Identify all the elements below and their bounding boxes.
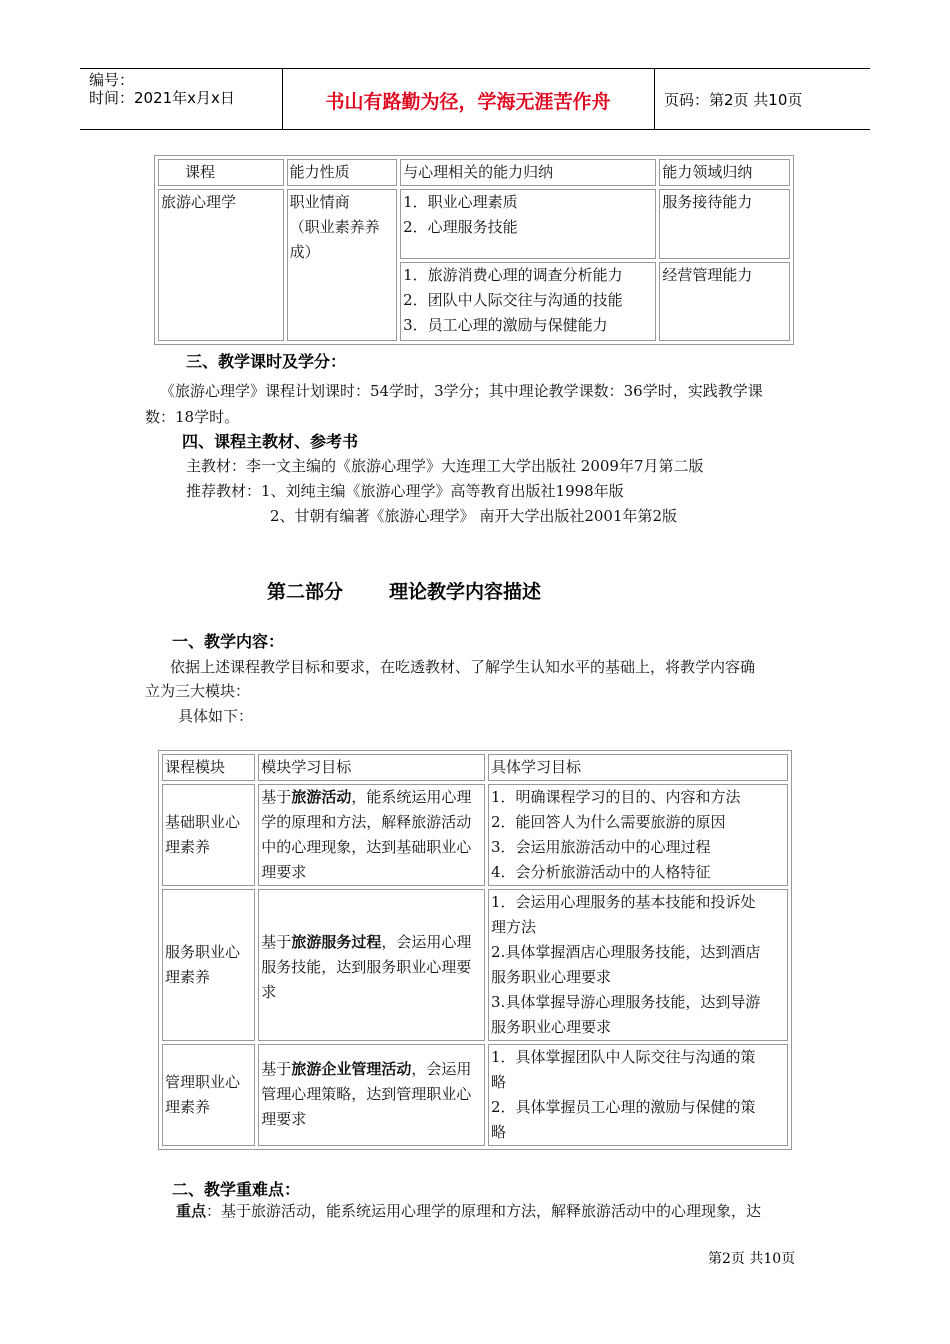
list-item: 2．能回答人为什么需要旅游的原因 [491, 813, 726, 831]
part-title-number: 第二部分 [267, 581, 344, 603]
goal-prefix: 基于 [261, 788, 292, 806]
course-cell: 旅游心理学 [158, 189, 284, 341]
goal-keyword: 旅游服务过程 [291, 933, 382, 951]
hours-text: 《旅游心理学》课程计划课时：54学时，3学分；其中理论教学课数：36学时，实践教学课 [160, 382, 763, 400]
hours-text: 数：18学时。 [145, 408, 240, 426]
nature-line: （职业素养养 [289, 218, 380, 236]
section-title-textbooks: 四、课程主教材、参考书 [182, 432, 359, 451]
header-cell: 能力性质 [287, 159, 398, 186]
module-line: 服务职业心 [165, 943, 241, 961]
module-goal-cell [258, 784, 485, 886]
module-table [158, 750, 792, 1150]
detail-goal-cell [488, 784, 788, 886]
header-cell: 具体学习目标 [488, 754, 788, 781]
list-item: 理方法 [491, 918, 537, 936]
header-cell: 课程 [158, 159, 284, 186]
section-title-content: 一、教学内容： [172, 632, 285, 651]
list-item: 1．职业心理素质 [403, 193, 518, 211]
ability-group-cell [400, 189, 656, 259]
list-item: 3.具体掌握导游心理服务技能，达到导游 [491, 993, 761, 1011]
module-cell [162, 889, 255, 1041]
list-item: 1．会运用心理服务的基本技能和投诉处 [491, 893, 756, 911]
recommended-textbook: 2、甘朝有编著《旅游心理学》 南开大学出版社2001年第2版 [270, 507, 678, 525]
list-item: 3．会运用旅游活动中的心理过程 [491, 838, 711, 856]
content-text: 依据上述课程教学目标和要求，在吃透教材、了解学生认知水平的基础上，将教学内容确 [170, 658, 756, 676]
table-header-row [158, 159, 790, 186]
list-item: 1．具体掌握团队中人际交往与沟通的策 [491, 1048, 756, 1066]
table-row [162, 1044, 788, 1146]
domain-cell: 服务接待能力 [659, 189, 790, 259]
goal-keyword: 旅游企业管理活动 [291, 1060, 412, 1078]
goal-text: ，会运用 [411, 1060, 472, 1078]
goal-text: 理要求 [261, 863, 307, 881]
list-item: 略 [491, 1123, 507, 1141]
goal-text: 中的心理现象，达到基础职业心 [261, 838, 472, 856]
module-goal-cell [258, 889, 485, 1041]
list-item: 2．具体掌握员工心理的激励与保健的策 [491, 1098, 756, 1116]
number-label: 编号： [89, 71, 135, 89]
list-item: 2.具体掌握酒店心理服务技能，达到酒店 [491, 943, 761, 961]
module-line: 管理职业心 [165, 1073, 241, 1091]
ability-table [154, 155, 794, 345]
table-row [158, 189, 790, 259]
table-header-row [162, 754, 788, 781]
goal-text: 学的原理和方法，解释旅游活动 [261, 813, 472, 831]
header-cell: 模块学习目标 [258, 754, 485, 781]
module-cell [162, 784, 255, 886]
content-text: 立为三大模块： [145, 682, 251, 700]
goal-text: 理要求 [261, 1110, 307, 1128]
module-cell [162, 1044, 255, 1146]
header-motto: 书山有路勤为径，学海无涯苦作舟 [325, 91, 611, 113]
goal-text: 管理心理策略，达到管理职业心 [261, 1085, 472, 1103]
list-item: 略 [491, 1073, 507, 1091]
goal-text: 服务技能，达到服务职业心理要 [261, 958, 472, 976]
detail-goal-cell [488, 1044, 788, 1146]
footer-page-number: 第2页 共10页 [708, 1251, 796, 1267]
list-item: 2．团队中人际交往与沟通的技能 [403, 291, 623, 309]
recommended-textbook: 推荐教材：1、刘纯主编《旅游心理学》高等教育出版社1998年版 [186, 482, 624, 500]
goal-keyword: 旅游活动 [291, 788, 352, 806]
header-divider [654, 69, 655, 129]
date-label: 时间：2021年x月x日 [89, 89, 235, 107]
header-cell: 能力领域归纳 [659, 159, 790, 186]
list-item: 1．旅游消费心理的调查分析能力 [403, 266, 623, 284]
keypoints-label: 重点 [176, 1202, 207, 1220]
page-header [80, 68, 870, 130]
list-item: 1．明确课程学习的目的、内容和方法 [491, 788, 741, 806]
list-item: 3．员工心理的激励与保健能力 [403, 316, 608, 334]
ability-group-cell [400, 262, 656, 341]
goal-text: 求 [261, 983, 277, 1001]
nature-cell [287, 189, 398, 341]
list-item: 4．会分析旅游活动中的人格特征 [491, 863, 711, 881]
header-cell: 课程模块 [162, 754, 255, 781]
goal-prefix: 基于 [261, 933, 292, 951]
goal-text: ，能系统运用心理 [351, 788, 472, 806]
module-line: 理素养 [165, 1098, 211, 1116]
header-page-number: 页码：第2页 共10页 [664, 91, 803, 109]
domain-cell: 经营管理能力 [659, 262, 790, 341]
list-item: 服务职业心理要求 [491, 1018, 612, 1036]
header-meta [89, 71, 235, 107]
list-item: 服务职业心理要求 [491, 968, 612, 986]
goal-prefix: 基于 [261, 1060, 292, 1078]
goal-text: ，会运用心理 [381, 933, 472, 951]
keypoints-body: ：基于旅游活动，能系统运用心理学的原理和方法，解释旅游活动中的心理现象，达 [206, 1202, 762, 1220]
module-line: 理素养 [165, 838, 211, 856]
module-goal-cell [258, 1044, 485, 1146]
list-item: 2．心理服务技能 [403, 218, 518, 236]
detail-goal-cell [488, 889, 788, 1041]
module-line: 基础职业心 [165, 813, 241, 831]
section-title-keypoints: 二、教学重难点： [172, 1180, 301, 1199]
content-text: 具体如下： [178, 707, 254, 725]
main-textbook: 主教材：李一文主编的《旅游心理学》大连理工大学出版社 2009年7月第二版 [186, 457, 704, 475]
nature-line: 成） [289, 243, 320, 261]
nature-line: 职业情商 [289, 193, 350, 211]
section-title-hours: 三、教学课时及学分： [186, 352, 347, 371]
keypoints-text [176, 1200, 761, 1221]
table-row [162, 784, 788, 886]
module-line: 理素养 [165, 968, 211, 986]
table-row [162, 889, 788, 1041]
header-cell: 与心理相关的能力归纳 [400, 159, 656, 186]
part-title-text: 理论教学内容描述 [389, 581, 542, 603]
